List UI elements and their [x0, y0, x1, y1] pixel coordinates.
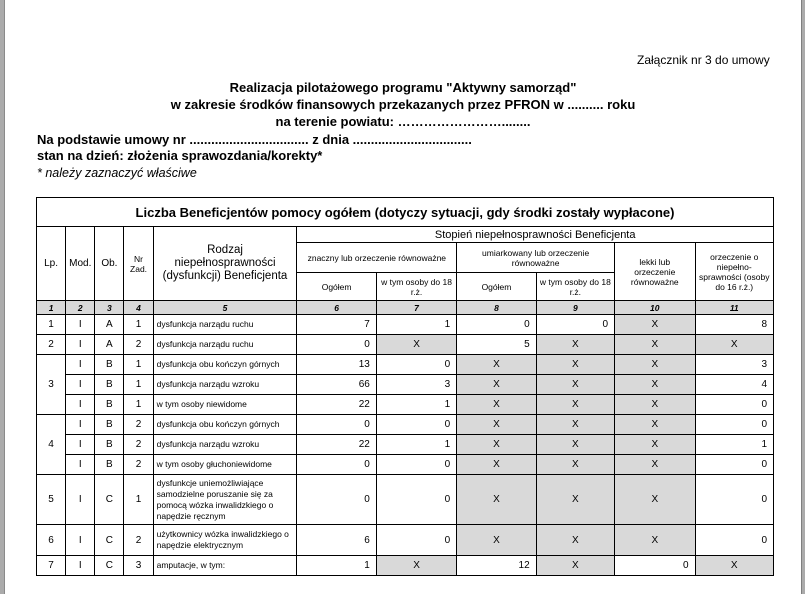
- table-row: [37, 315, 774, 335]
- cell-v10: X: [615, 315, 695, 335]
- cell-ob: B: [95, 435, 124, 455]
- cell-v11: 8: [695, 315, 774, 335]
- table-row: [37, 415, 774, 435]
- cell-v8: 0: [457, 315, 536, 335]
- cell-ob: A: [95, 335, 124, 355]
- cell-v7: 0: [376, 415, 456, 435]
- table-row: [37, 475, 774, 525]
- cell-v7: 1: [376, 395, 456, 415]
- cell-v10: 0: [615, 556, 695, 576]
- cell-v9: X: [536, 435, 614, 455]
- cell-description: użytkownicy wózka inwalidzkiego o napędzie elektrycznym: [153, 525, 297, 556]
- cell-v10: X: [615, 355, 695, 375]
- cell-v8: X: [457, 525, 536, 556]
- cell-mod: I: [66, 525, 95, 556]
- document-title: [5, 79, 801, 130]
- header-wtym-9: w tym osoby do 18 r.ż.: [536, 273, 614, 301]
- header-orzeczenie: orzeczenie o niepełno-sprawności (osoby do 16 r.ż.): [695, 243, 774, 301]
- header-ogolem-6: Ogółem: [297, 273, 376, 301]
- cell-mod: I: [66, 435, 95, 455]
- cell-v10: X: [615, 415, 695, 435]
- cell-mod: I: [66, 455, 95, 475]
- cell-description: amputacje, w tym:: [153, 556, 297, 576]
- cell-v9: X: [536, 415, 614, 435]
- table-row: [37, 335, 774, 355]
- cell-mod: I: [66, 375, 95, 395]
- table-row: [37, 375, 774, 395]
- cell-v11: 1: [695, 435, 774, 455]
- cell-nr: 1: [124, 395, 153, 415]
- cell-v10: X: [615, 525, 695, 556]
- colnum: 9: [536, 301, 614, 315]
- cell-v9: X: [536, 375, 614, 395]
- cell-nr: 3: [124, 556, 153, 576]
- cell-lp: 7: [37, 556, 66, 576]
- cell-v8: X: [457, 455, 536, 475]
- cell-v11: 3: [695, 355, 774, 375]
- colnum: 11: [695, 301, 774, 315]
- cell-nr: 2: [124, 415, 153, 435]
- cell-v7: X: [376, 556, 456, 576]
- cell-v10: X: [615, 475, 695, 525]
- beneficiaries-table: [36, 197, 774, 576]
- table-row: [37, 395, 774, 415]
- cell-ob: B: [95, 455, 124, 475]
- cell-v10: X: [615, 335, 695, 355]
- table-row: [37, 525, 774, 556]
- cell-nr: 1: [124, 355, 153, 375]
- cell-lp: 2: [37, 335, 66, 355]
- cell-description: w tym osoby głuchoniewidome: [153, 455, 297, 475]
- cell-nr: 2: [124, 435, 153, 455]
- colnum: 5: [153, 301, 297, 315]
- table-row: [37, 355, 774, 375]
- cell-v6: 22: [297, 395, 376, 415]
- cell-v10: X: [615, 375, 695, 395]
- cell-ob: B: [95, 355, 124, 375]
- cell-v9: X: [536, 355, 614, 375]
- cell-v7: 0: [376, 455, 456, 475]
- header-znaczny: znaczny lub orzeczenie równoważne: [297, 243, 457, 273]
- cell-v11: 4: [695, 375, 774, 395]
- colnum: 10: [615, 301, 695, 315]
- cell-mod: I: [66, 315, 95, 335]
- cell-v7: 1: [376, 315, 456, 335]
- cell-lp: 3: [37, 355, 66, 415]
- cell-lp: 1: [37, 315, 66, 335]
- cell-v10: X: [615, 435, 695, 455]
- cell-ob: B: [95, 395, 124, 415]
- cell-v6: 7: [297, 315, 376, 335]
- cell-v11: 0: [695, 525, 774, 556]
- header-ob: Ob.: [95, 227, 124, 301]
- cell-v7: 0: [376, 525, 456, 556]
- document-page: [4, 0, 802, 594]
- cell-v6: 66: [297, 375, 376, 395]
- cell-v11: X: [695, 335, 774, 355]
- table-row: [37, 556, 774, 576]
- cell-v9: X: [536, 455, 614, 475]
- cell-mod: I: [66, 475, 95, 525]
- cell-ob: B: [95, 375, 124, 395]
- cell-nr: 1: [124, 315, 153, 335]
- table-body: [37, 315, 774, 576]
- table-row: [37, 435, 774, 455]
- colnum: 6: [297, 301, 376, 315]
- annex-label: Załącznik nr 3 do umowy: [637, 53, 770, 67]
- cell-v11: 0: [695, 455, 774, 475]
- table-caption: Liczba Beneficjentów pomocy ogółem (dotyczy sytuacji, gdy środki zostały wypłacone): [37, 198, 774, 227]
- cell-v6: 0: [297, 475, 376, 525]
- cell-v6: 0: [297, 335, 376, 355]
- cell-v7: 3: [376, 375, 456, 395]
- header-ogolem-8: Ogółem: [457, 273, 536, 301]
- header-nr-zad: Nr Zad.: [124, 227, 153, 301]
- cell-lp: 6: [37, 525, 66, 556]
- cell-mod: I: [66, 556, 95, 576]
- header-lp: Lp.: [37, 227, 66, 301]
- cell-v7: X: [376, 335, 456, 355]
- cell-v11: 0: [695, 475, 774, 525]
- cell-v6: 1: [297, 556, 376, 576]
- cell-description: dysfunkcja narządu ruchu: [153, 315, 297, 335]
- cell-mod: I: [66, 415, 95, 435]
- cell-lp: 5: [37, 475, 66, 525]
- contract-basis: [37, 132, 472, 164]
- cell-nr: 2: [124, 525, 153, 556]
- cell-v8: 12: [457, 556, 536, 576]
- colnum: 4: [124, 301, 153, 315]
- cell-mod: I: [66, 355, 95, 375]
- cell-ob: C: [95, 556, 124, 576]
- cell-v8: X: [457, 435, 536, 455]
- colnum: 8: [457, 301, 536, 315]
- cell-v9: X: [536, 335, 614, 355]
- title-line-1: Realizacja pilotażowego programu "Aktywny samorząd": [229, 80, 577, 95]
- cell-v8: X: [457, 375, 536, 395]
- header-mod: Mod.: [66, 227, 95, 301]
- cell-v8: 5: [457, 335, 536, 355]
- cell-mod: I: [66, 335, 95, 355]
- cell-v9: 0: [536, 315, 614, 335]
- cell-description: dysfunkcja obu kończyn górnych: [153, 415, 297, 435]
- colnum: 1: [37, 301, 66, 315]
- status-line: stan na dzień: złożenia sprawozdania/korekty*: [37, 148, 323, 163]
- cell-v11: X: [695, 556, 774, 576]
- cell-description: w tym osoby niewidome: [153, 395, 297, 415]
- header-lekki: lekki lub orzeczenie równoważne: [615, 243, 695, 301]
- cell-v10: X: [615, 395, 695, 415]
- title-line-2: w zakresie środków finansowych przekazanych przez PFRON w .......... roku: [170, 97, 636, 112]
- cell-v8: X: [457, 395, 536, 415]
- title-line-3: na terenie powiatu: ……………………........: [275, 114, 531, 129]
- cell-mod: I: [66, 395, 95, 415]
- header-umiarkowany: umiarkowany lub orzeczenie równoważne: [457, 243, 615, 273]
- table-row: [37, 455, 774, 475]
- cell-lp: 4: [37, 415, 66, 475]
- cell-description: dysfunkcja obu kończyn górnych: [153, 355, 297, 375]
- cell-v10: X: [615, 455, 695, 475]
- cell-v7: 0: [376, 475, 456, 525]
- colnum: 7: [376, 301, 456, 315]
- header-wtym-7: w tym osoby do 18 r.ż.: [376, 273, 456, 301]
- contract-line: Na podstawie umowy nr ................................. z dnia .................................: [37, 132, 472, 147]
- cell-ob: B: [95, 415, 124, 435]
- cell-ob: C: [95, 475, 124, 525]
- colnum: 3: [95, 301, 124, 315]
- cell-v6: 13: [297, 355, 376, 375]
- cell-v9: X: [536, 556, 614, 576]
- cell-v11: 0: [695, 415, 774, 435]
- colnum: 2: [66, 301, 95, 315]
- cell-v9: X: [536, 475, 614, 525]
- cell-v6: 6: [297, 525, 376, 556]
- cell-description: dysfunkcje uniemożliwiające samodzielne poruszanie się za pomocą wózka inwalidzkiego o napędzie ręcznym: [153, 475, 297, 525]
- cell-v6: 0: [297, 415, 376, 435]
- cell-v7: 1: [376, 435, 456, 455]
- cell-v6: 22: [297, 435, 376, 455]
- cell-description: dysfunkcja narządu wzroku: [153, 435, 297, 455]
- cell-v8: X: [457, 475, 536, 525]
- cell-v6: 0: [297, 455, 376, 475]
- cell-nr: 2: [124, 335, 153, 355]
- cell-nr: 1: [124, 375, 153, 395]
- cell-nr: 1: [124, 475, 153, 525]
- cell-v11: 0: [695, 395, 774, 415]
- cell-ob: C: [95, 525, 124, 556]
- footnote: * należy zaznaczyć właściwe: [37, 166, 197, 180]
- column-number-row: [37, 301, 774, 315]
- cell-v8: X: [457, 415, 536, 435]
- cell-nr: 2: [124, 455, 153, 475]
- header-rodzaj: Rodzaj niepełnosprawności (dysfunkcji) Beneficjenta: [153, 227, 297, 301]
- cell-v7: 0: [376, 355, 456, 375]
- cell-v8: X: [457, 355, 536, 375]
- cell-description: dysfunkcja narządu wzroku: [153, 375, 297, 395]
- header-stopien: Stopień niepełnosprawności Beneficjenta: [297, 227, 774, 243]
- cell-v9: X: [536, 395, 614, 415]
- cell-v9: X: [536, 525, 614, 556]
- cell-ob: A: [95, 315, 124, 335]
- cell-description: dysfunkcja narządu ruchu: [153, 335, 297, 355]
